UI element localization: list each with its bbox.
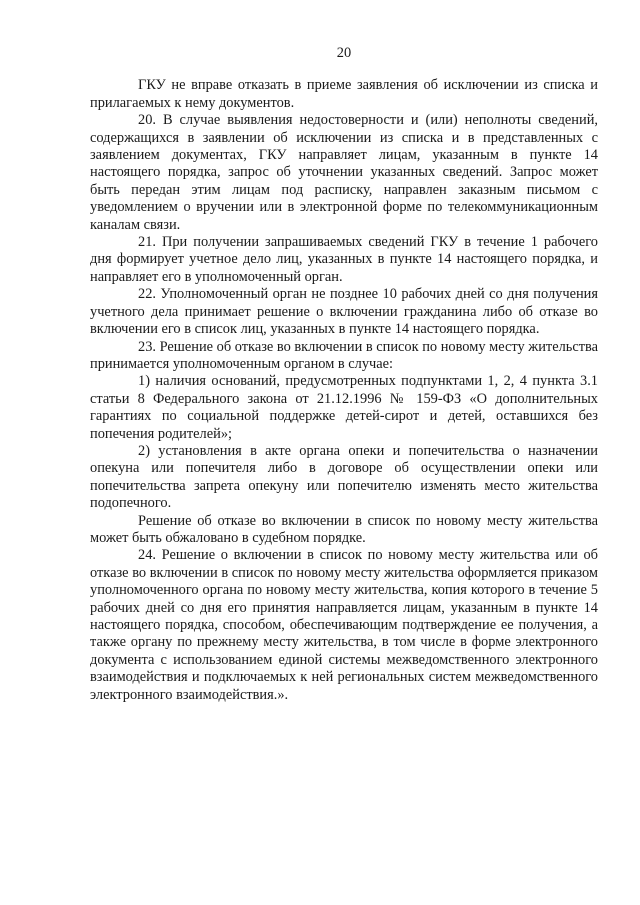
paragraph-23: 23. Решение об отказе во включении в список по новому месту жительства принимается уполномоченным органом в случае: (90, 338, 598, 372)
paragraph-23-item-1: 1) наличия оснований, предусмотренных подпунктами 1, 2, 4 пункта 3.1 статьи 8 Федерального закона от 21.12.1996 № 159-ФЗ «О дополнительных гарантиях по социальной поддержке детей-сирот и детей, оставшихся без попечения родителей»; (90, 373, 598, 442)
paragraph-appeal: Решение об отказе во включении в список по новому месту жительства может быть обжаловано в судебном порядке. (90, 512, 598, 546)
paragraph-22: 22. Уполномоченный орган не позднее 10 рабочих дней со дня получения учетного дела принимает решение о включении гражданина либо об отказе во включении его в список лиц, указанных в пункте 14 настоящего порядка. (90, 286, 598, 338)
paragraph-intro: ГКУ не вправе отказать в приеме заявления об исключении из списка и прилагаемых к нему документов. (90, 77, 598, 111)
paragraph-23-item-2: 2) установления в акте органа опеки и попечительства о назначении опекуна или попечителя либо в договоре об осуществлении опеки или попечительства запрета опекуну или попечителю изменять место жительства подопечного. (90, 442, 598, 512)
page-number: 20 (336, 45, 352, 61)
paragraph-24: 24. Решение о включении в список по новому месту жительства или об отказе во включении в список по новому месту жительства оформляется приказом уполномоченного органа по новому месту жительства, копия которого в течение 5 рабочих дней со дня его принятия направляется лицам, указанным в пункте 14 настоящего порядка, способом, обеспечивающим подтверждение ее получения, а также органу по прежнему месту жительства, в том числе в форме электронного документа с использованием единой системы межведомственного электронного взаимодействия и подключаемых к ней региональных систем межведомственного электронного взаимодействия.». (90, 547, 598, 703)
paragraph-21: 21. При получении запрашиваемых сведений ГКУ в течение 1 рабочего дня формирует учетное дело лиц, указанных в пункте 14 настоящего порядка, и направляет его в уполномоченный орган. (90, 234, 598, 285)
paragraph-20: 20. В случае выявления недостоверности и (или) неполноты сведений, содержащихся в заявлении об исключении из списка и в представленных с заявлением документах, ГКУ направляет лицам, указанным в пункте 14 настоящего порядка, запрос об уточнении указанных сведений. Запрос может быть передан этим лицам под расписку, направлен заказным письмом с уведомлением о вручении или в электронной форме по телекоммуникационным каналам связи. (90, 112, 598, 233)
